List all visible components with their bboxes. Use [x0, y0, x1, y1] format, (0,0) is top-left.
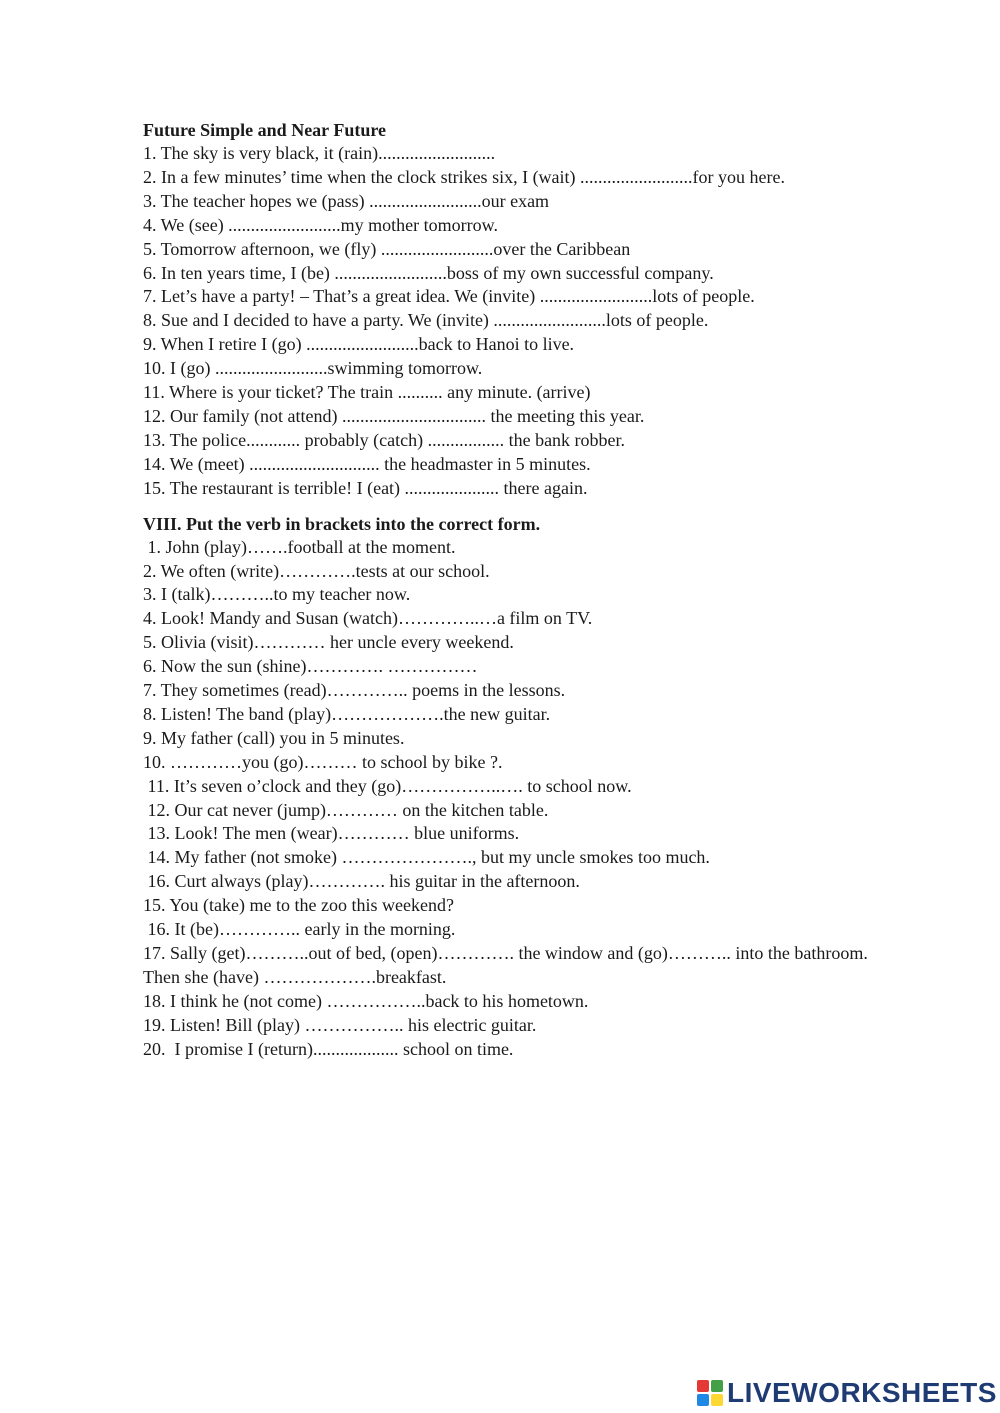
logo-block — [697, 1380, 709, 1392]
section1-list — [143, 142, 903, 501]
logo-block — [697, 1394, 709, 1406]
liveworksheets-logo — [697, 1376, 997, 1410]
exercise-line: 14. My father (not smoke) …………………., but my uncle smokes too much. — [143, 847, 710, 868]
exercise-line: 11. It’s seven o’clock and they (go)……………..…. to school now. — [143, 775, 632, 796]
exercise-line: 3. I (talk)………..to my teacher now. — [143, 584, 411, 605]
exercise-line: 7. They sometimes (read)………….. poems in the lessons. — [143, 680, 566, 701]
exercise-line: 10. …………you (go)……… to school by bike ?. — [143, 751, 503, 772]
exercise-line: 14. We (meet) ............................. the headmaster in 5 minutes. — [143, 453, 591, 474]
exercise-line: 9. My father (call) you in 5 minutes. — [143, 727, 405, 748]
exercise-line: 1. John (play)…….football at the moment. — [143, 536, 456, 557]
exercise-line: 13. The police............ probably (catch) ................. the bank robber. — [143, 429, 626, 450]
exercise-line: 19. Listen! Bill (play) …………….. his electric guitar. — [143, 1014, 537, 1035]
exercise-line: 5. Tomorrow afternoon, we (fly) .........................over the Caribbean — [143, 238, 631, 259]
exercise-line: 13. Look! The men (wear)………… blue uniforms. — [143, 823, 520, 844]
logo-blocks-icon — [697, 1380, 723, 1406]
section2-title: VIII. Put the verb in brackets into the correct form. — [143, 513, 541, 534]
logo-block — [711, 1394, 723, 1406]
exercise-line: 9. When I retire I (go) .........................back to Hanoi to live. — [143, 334, 575, 355]
exercise-line: 7. Let’s have a party! – That’s a great idea. We (invite) .........................lots of people. — [143, 286, 755, 307]
exercise-line: 11. Where is your ticket? The train .......... any minute. (arrive) — [143, 382, 591, 403]
exercise-line: 4. Look! Mandy and Susan (watch)…………..…a film on TV. — [143, 608, 593, 629]
exercise-line: 12. Our family (not attend) ................................ the meeting this year. — [143, 405, 645, 426]
exercise-line: 17. Sally (get)………..out of bed, (open)…………. the window and (go)……….. into the bathroom. Then she (have) ……………….breakfast. — [143, 943, 868, 987]
exercise-line: 16. It (be)………….. early in the morning. — [143, 919, 456, 940]
exercise-line: 3. The teacher hopes we (pass) .........................our exam — [143, 190, 550, 211]
section1-title: Future Simple and Near Future — [143, 120, 387, 140]
exercise-line: 15. You (take) me to the zoo this weekend? — [143, 895, 454, 916]
exercise-line: 6. Now the sun (shine)…………. …………… — [143, 656, 478, 677]
exercise-line: 5. Olivia (visit)………… her uncle every weekend. — [143, 632, 514, 653]
exercise-line: 1. The sky is very black, it (rain).......................... — [143, 143, 496, 163]
section2-list — [143, 536, 903, 1062]
exercise-line: 16. Curt always (play)…………. his guitar in the afternoon. — [143, 871, 580, 892]
exercise-line: 18. I think he (not come) ……………..back to his hometown. — [143, 990, 589, 1011]
worksheet-content — [143, 118, 903, 1062]
exercise-line: 8. Sue and I decided to have a party. We (invite) .........................lots of people. — [143, 310, 709, 331]
exercise-line: 20. I promise I (return)................... school on time. — [143, 1038, 514, 1059]
exercise-line: 15. The restaurant is terrible! I (eat) ..................... there again. — [143, 477, 588, 498]
exercise-line: 4. We (see) .........................my mother tomorrow. — [143, 214, 498, 235]
exercise-line: 2. In a few minutes’ time when the clock strikes six, I (wait) .........................for you here. — [143, 166, 786, 187]
exercise-line: 8. Listen! The band (play)……………….the new guitar. — [143, 703, 551, 724]
logo-block — [711, 1380, 723, 1392]
exercise-line: 2. We often (write)………….tests at our school. — [143, 560, 490, 581]
exercise-line: 10. I (go) .........................swimming tomorrow. — [143, 358, 483, 379]
logo-text: LIVEWORKSHEETS — [727, 1377, 997, 1408]
exercise-line: 12. Our cat never (jump)………… on the kitchen table. — [143, 799, 549, 820]
exercise-line: 6. In ten years time, I (be) .........................boss of my own successful company. — [143, 262, 714, 283]
